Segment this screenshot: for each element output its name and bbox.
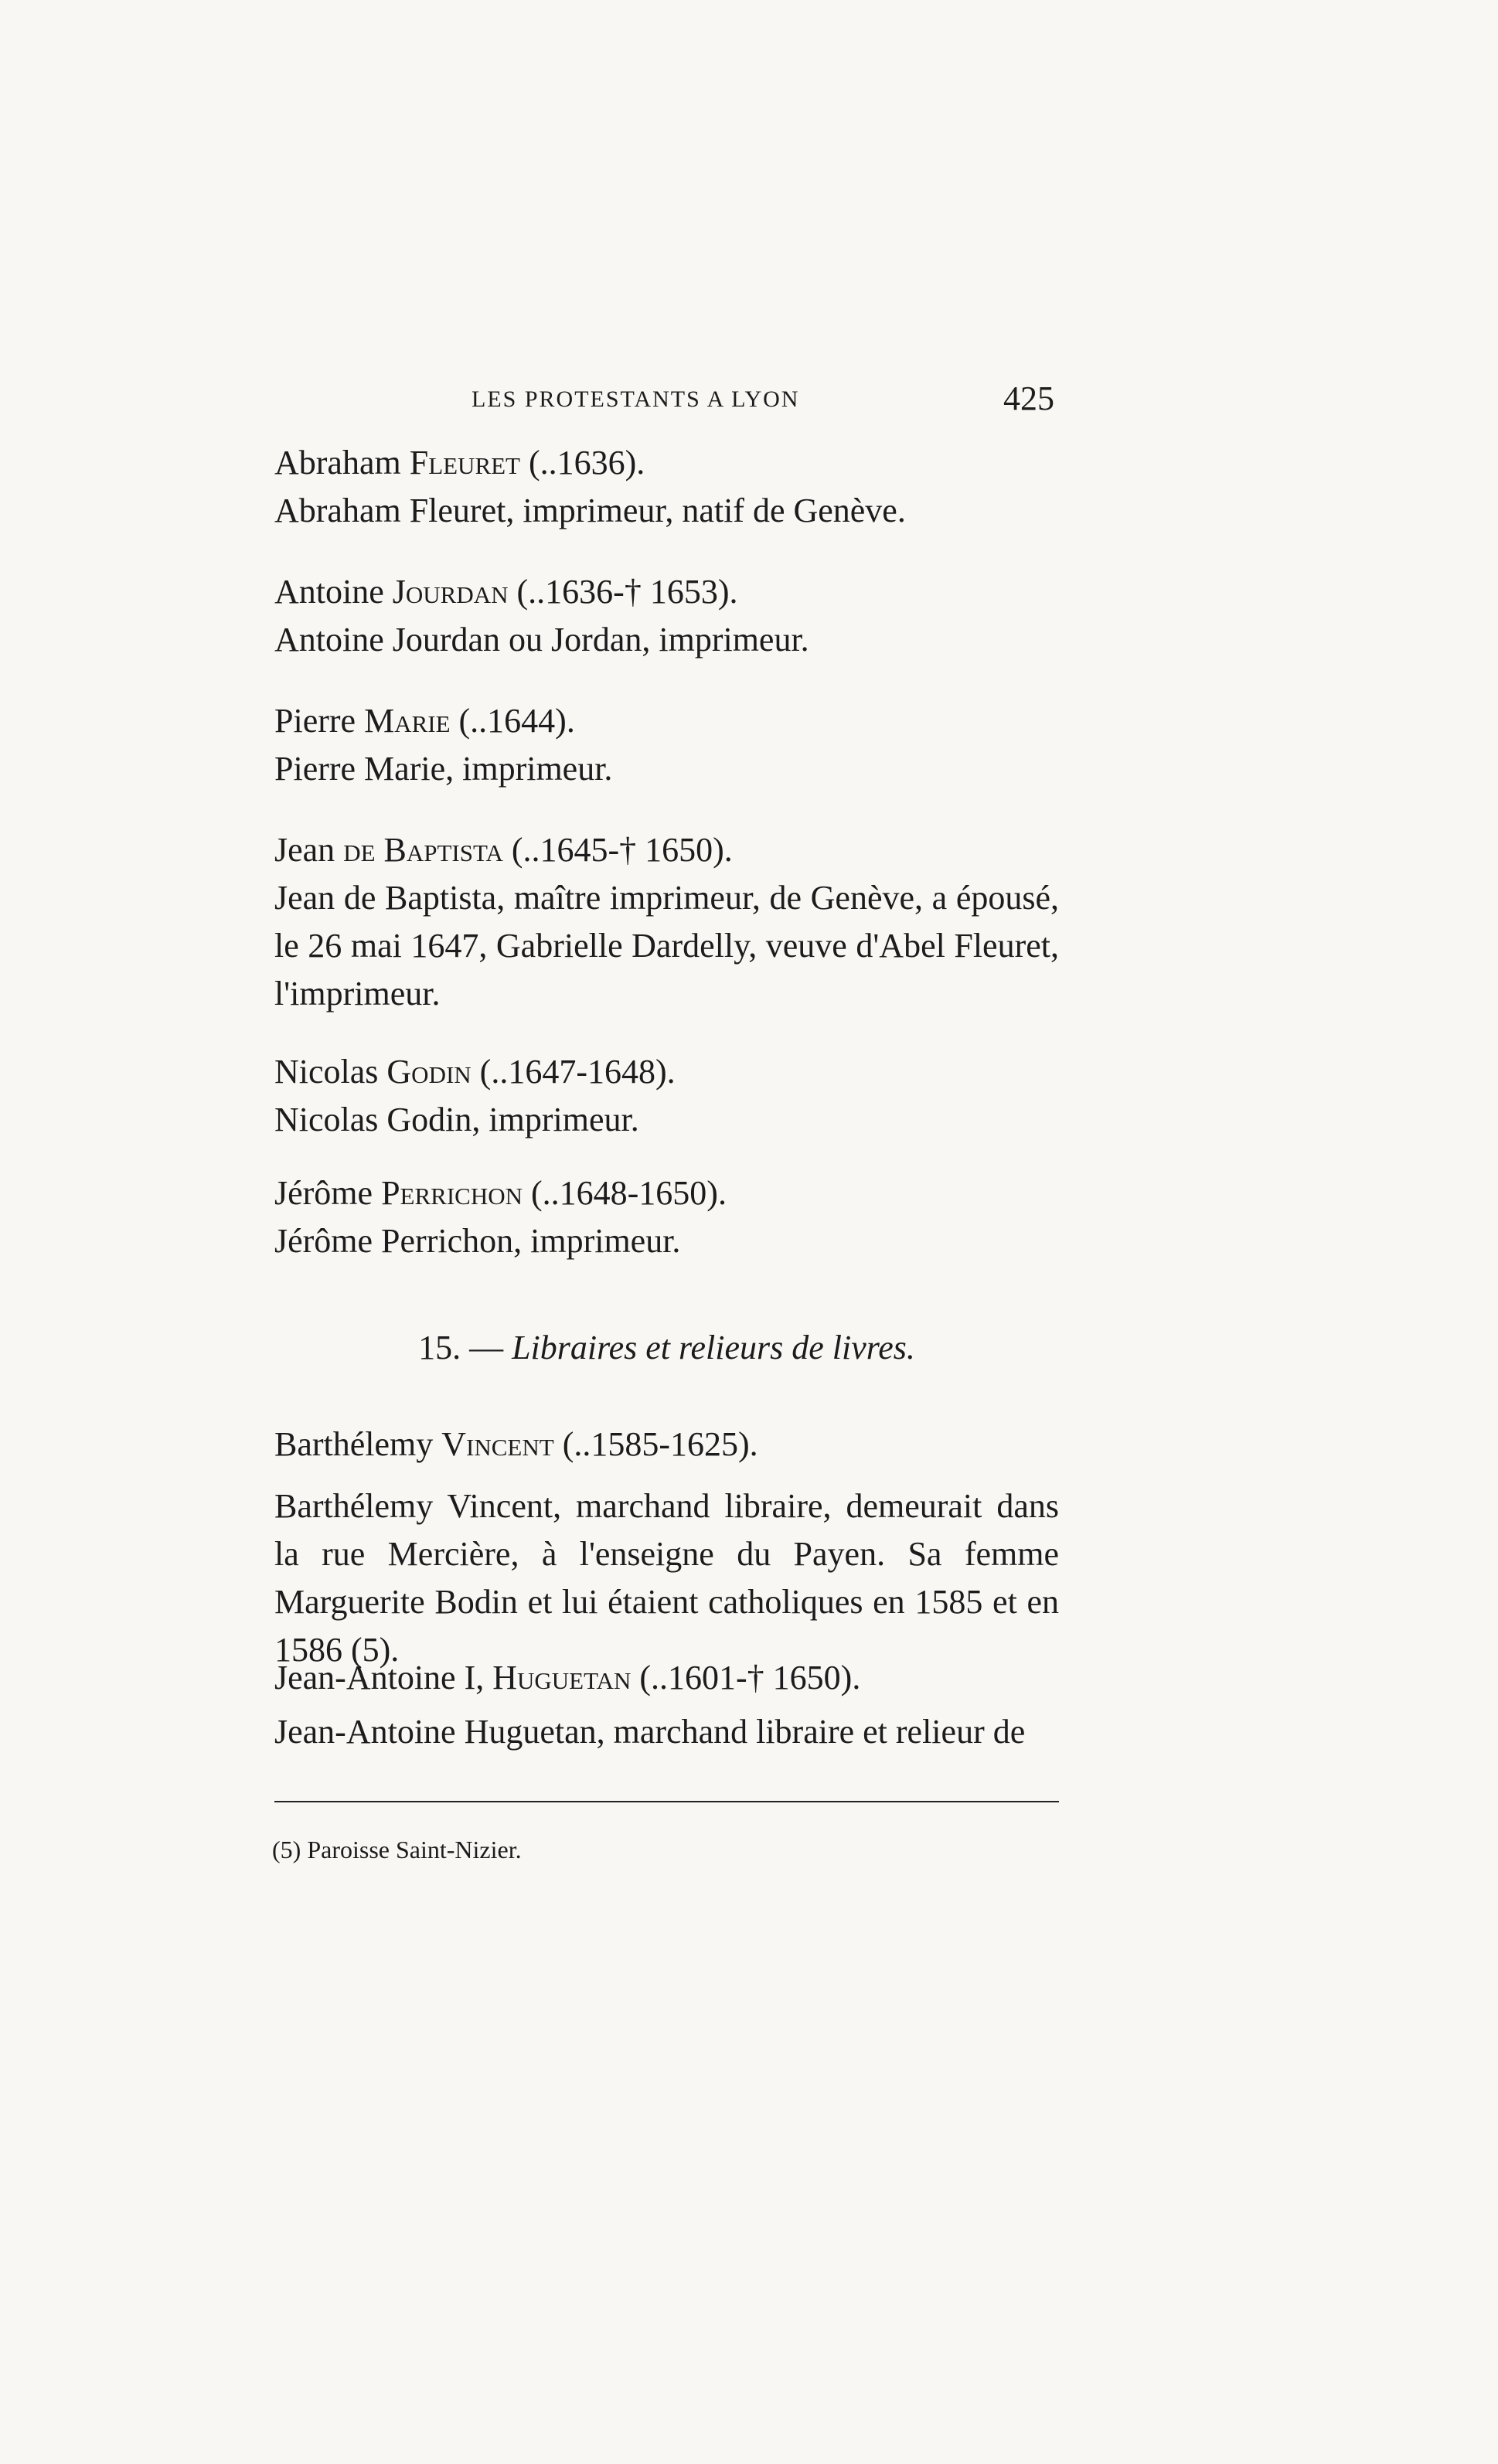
entry-heading — [274, 1654, 1059, 1702]
entry-nicolas-godin — [274, 1048, 1059, 1144]
entry-body: Abraham Fleuret, imprimeur, natif de Genève. — [274, 492, 906, 529]
entry-jerome-perrichon — [274, 1169, 1059, 1265]
given-name: Jean-Antoine I, — [274, 1659, 485, 1697]
given-name: Barthélemy — [274, 1425, 434, 1463]
given-name: Abraham — [274, 444, 401, 482]
given-name: Pierre — [274, 702, 356, 740]
surname: Perrichon — [381, 1174, 523, 1212]
dates: (..1644). — [458, 702, 575, 740]
surname: de Baptista — [343, 831, 503, 869]
dates: (..1645-† 1650). — [511, 831, 733, 869]
entry-antoine-jourdan — [274, 568, 1059, 664]
surname: Jourdan — [392, 573, 509, 611]
dates: (..1601-† 1650). — [639, 1659, 861, 1697]
dates: (..1636-† 1653). — [516, 573, 738, 611]
dates: (..1648-1650). — [530, 1174, 727, 1212]
entry-heading — [274, 697, 1059, 745]
entry-body: Nicolas Godin, imprimeur. — [274, 1101, 639, 1138]
surname: Huguetan — [492, 1659, 632, 1697]
section-title: Libraires et relieurs de livres. — [512, 1329, 915, 1366]
entry-heading — [274, 826, 1059, 874]
entry-heading — [274, 439, 1059, 487]
running-head: LES PROTESTANTS A LYON — [472, 386, 800, 412]
given-name: Antoine — [274, 573, 384, 611]
surname: Godin — [386, 1053, 472, 1091]
section-number: 15. — [418, 1329, 461, 1366]
entry-jean-de-baptista — [274, 826, 1059, 1018]
entry-body: Jean-Antoine Huguetan, marchand libraire et relieur de — [274, 1713, 1026, 1751]
dates: (..1647-1648). — [479, 1053, 676, 1091]
footnote-marker: (5) — [272, 1836, 301, 1863]
dates: (..1636). — [529, 444, 645, 482]
footnote — [272, 1836, 522, 1864]
entry-body: Jean de Baptista, maître imprimeur, de Genève, a épousé, le 26 mai 1647, Gabrielle Dardelly, veuve d'Abel Fleuret, l'imprimeur. — [274, 879, 1059, 1012]
entry-body: Barthélemy Vincent, marchand libraire, demeurait dans la rue Mercière, à l'enseigne du Payen. Sa femme Marguerite Bodin et lui étaient catholiques en 1585 et en 1586 (5). — [274, 1487, 1059, 1669]
section-dash: — — [469, 1329, 504, 1366]
surname: Vincent — [441, 1425, 554, 1463]
dates: (..1585-1625). — [562, 1425, 758, 1463]
surname: Fleuret — [409, 444, 520, 482]
given-name: Nicolas — [274, 1053, 379, 1091]
entry-heading — [274, 1048, 1059, 1096]
entry-abraham-fleuret — [274, 439, 1059, 535]
entry-body: Pierre Marie, imprimeur. — [274, 750, 613, 788]
surname: Marie — [364, 702, 451, 740]
entry-heading — [274, 1169, 1059, 1217]
entry-heading — [274, 1421, 1059, 1469]
entry-barthelemy-vincent — [274, 1421, 1059, 1674]
section-heading — [0, 1328, 1059, 1367]
given-name: Jean — [274, 831, 335, 869]
footnote-text: Paroisse Saint-Nizier. — [307, 1836, 522, 1863]
page-number: 425 — [1003, 379, 1054, 417]
entry-body: Jérôme Perrichon, imprimeur. — [274, 1222, 681, 1260]
footnote-divider — [274, 1801, 1059, 1802]
entry-heading — [274, 568, 1059, 616]
entry-jean-antoine-huguetan — [274, 1654, 1059, 1756]
entry-pierre-marie — [274, 697, 1059, 793]
entry-body: Antoine Jourdan ou Jordan, imprimeur. — [274, 621, 809, 659]
given-name: Jérôme — [274, 1174, 373, 1212]
